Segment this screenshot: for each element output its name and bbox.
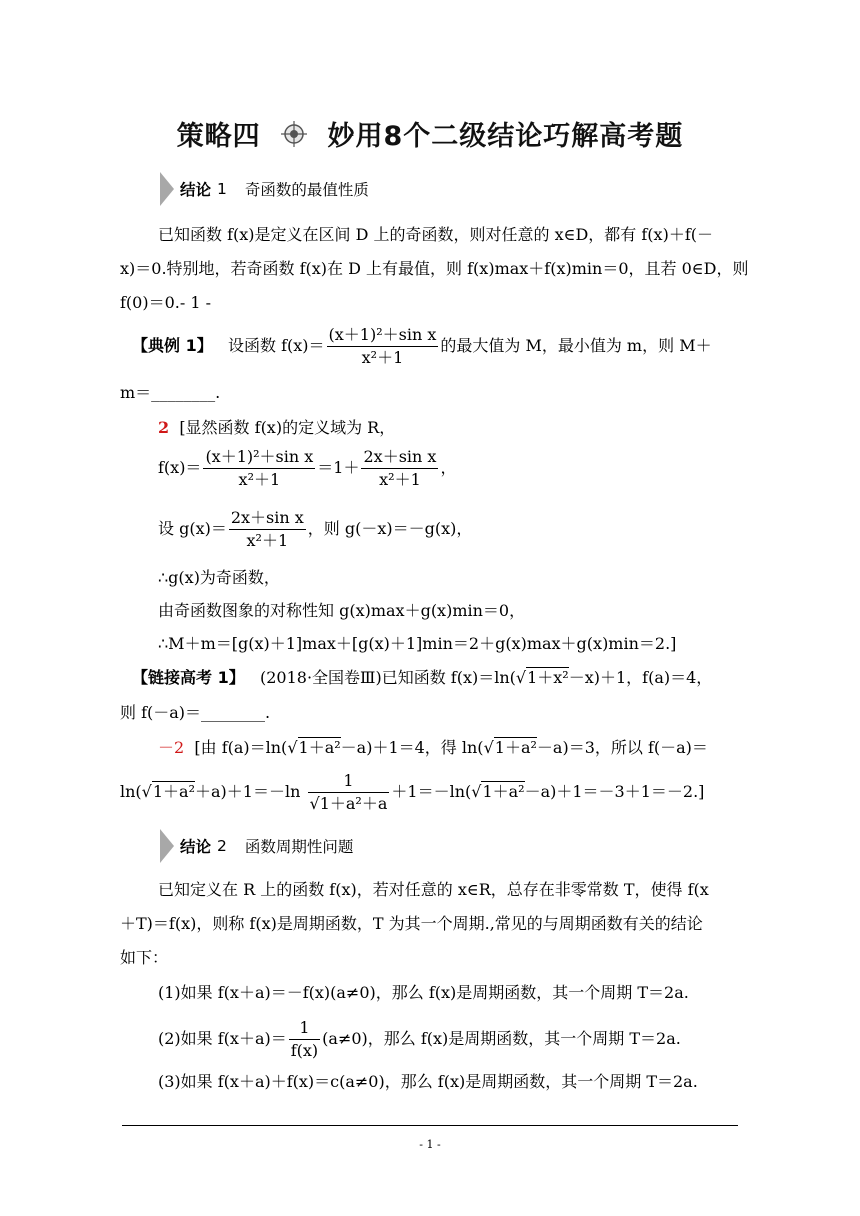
sqrt-icon: √ bbox=[309, 794, 320, 813]
solution-text: f(x)＝ bbox=[158, 458, 202, 477]
example-tag: 【典例 1】 bbox=[132, 336, 213, 355]
solution-text: －a)＋1＝4，得 ln( bbox=[340, 738, 484, 757]
list-item bbox=[158, 1017, 778, 1062]
title-strategy: 策略四 bbox=[176, 121, 261, 152]
fraction-denominator: x²＋1 bbox=[238, 470, 281, 489]
solution-text: ＋a)＋1＝－ln bbox=[195, 782, 301, 801]
link-answer-blank: 则 f(－a)＝________. bbox=[120, 703, 271, 722]
fraction-denominator: f(x) bbox=[290, 1041, 319, 1060]
link-tag: 【链接高考 1】 bbox=[132, 668, 245, 687]
sqrt-icon: √ bbox=[483, 738, 494, 757]
solution-text: ＝1＋ bbox=[317, 458, 360, 477]
body-text: f(0)＝0.- 1 - bbox=[120, 293, 212, 312]
solution-2-line bbox=[158, 738, 778, 758]
sqrt-icon: √ bbox=[141, 782, 152, 801]
answer-value: －2 bbox=[158, 738, 185, 757]
solution-text: [由 f(a)＝ln( bbox=[194, 738, 288, 757]
answer-value: 2 bbox=[158, 418, 170, 437]
footer-divider bbox=[122, 1125, 738, 1126]
body-text: 已知定义在 R 上的函数 f(x)，若对任意的 x∈R，总存在非零常数 T，使得 f(x bbox=[158, 880, 709, 899]
fraction-denominator: x²＋1 bbox=[246, 531, 289, 550]
crosshair-icon bbox=[281, 121, 307, 154]
page-title bbox=[0, 114, 860, 154]
solution-2-line bbox=[120, 770, 740, 815]
fraction bbox=[289, 1017, 320, 1062]
body-text: 如下： bbox=[120, 948, 169, 967]
sqrt-icon: √ bbox=[471, 782, 482, 801]
solution-1-line: ∴M＋m＝[g(x)＋1]max＋[g(x)＋1]min＝2＋g(x)max＋g(x)min＝2.] bbox=[158, 634, 677, 653]
sqrt-content: 1＋a² bbox=[494, 738, 537, 757]
example-1 bbox=[132, 324, 752, 369]
section-label: 结论 bbox=[180, 181, 212, 199]
solution-1-line: 由奇函数图象的对称性知 g(x)max＋g(x)min＝0， bbox=[158, 601, 526, 620]
sqrt-content: 1＋a² bbox=[152, 782, 196, 801]
fraction-denominator: x²＋1 bbox=[379, 470, 421, 489]
section-number: 2 bbox=[217, 837, 227, 855]
section-arrow-icon bbox=[160, 172, 174, 206]
sqrt-content: 1＋x² bbox=[527, 668, 569, 687]
example-answer-blank: m＝________. bbox=[120, 383, 221, 402]
fraction-denominator: x²＋1 bbox=[361, 348, 404, 367]
example-text: 设函数 f(x)＝ bbox=[227, 336, 325, 355]
link-text: －x)＋1，f(a)＝4， bbox=[568, 668, 713, 687]
fraction bbox=[229, 507, 306, 552]
section-title: 函数周期性问题 bbox=[244, 838, 354, 856]
solution-1-line bbox=[158, 446, 778, 491]
section-title: 奇函数的最值性质 bbox=[244, 181, 369, 199]
body-text: ＋T)＝f(x)，则称 f(x)是周期函数，T 为其一个周期.,常见的与周期函数有关的结论 bbox=[120, 914, 703, 933]
section-arrow-icon bbox=[160, 829, 174, 863]
fraction-numerator: (x＋1)²＋sin x bbox=[203, 446, 315, 469]
solution-text: [显然函数 f(x)的定义域为 R， bbox=[179, 418, 396, 437]
list-text: (a≠0)，那么 f(x)是周期函数，其一个周期 T＝2a. bbox=[322, 1029, 681, 1048]
link-text: (2018·全国卷Ⅲ)已知函数 f(x)＝ln( bbox=[259, 668, 516, 687]
solution-1-line: ∴g(x)为奇函数， bbox=[158, 568, 280, 587]
solution-text: －a)＝3，所以 f(－a)＝ bbox=[536, 738, 708, 757]
section-heading-1 bbox=[160, 172, 369, 206]
page-number: - 1 - bbox=[419, 1138, 441, 1151]
list-text: (2)如果 f(x＋a)＝ bbox=[158, 1029, 287, 1048]
link-exam-1 bbox=[132, 668, 752, 688]
solution-1-line bbox=[158, 507, 778, 552]
solution-text: －a)＋1＝－3＋1＝－2.] bbox=[524, 782, 705, 801]
fraction bbox=[203, 446, 315, 491]
fraction bbox=[308, 770, 390, 815]
section-label: 结论 bbox=[180, 838, 212, 856]
fraction-numerator: (x＋1)²＋sin x bbox=[327, 324, 439, 347]
section-number: 1 bbox=[217, 180, 227, 198]
fraction-numerator: 2x＋sin x bbox=[229, 507, 306, 530]
solution-text: ，则 g(－x)＝－g(x)， bbox=[307, 519, 473, 538]
solution-text: ， bbox=[440, 458, 457, 477]
solution-text: ln( bbox=[120, 782, 142, 801]
sqrt-content: 1＋a² bbox=[482, 782, 525, 801]
fraction bbox=[361, 446, 438, 491]
section-heading-2 bbox=[160, 829, 353, 863]
solution-1-line bbox=[158, 418, 778, 438]
sqrt-content: 1＋a²＋a bbox=[319, 794, 388, 813]
fraction-numerator: 2x＋sin x bbox=[361, 446, 438, 469]
body-text: 已知函数 f(x)是定义在区间 D 上的奇函数，则对任意的 x∈D，都有 f(x)＋f(－ bbox=[158, 225, 713, 244]
solution-text: ＋1＝－ln( bbox=[391, 782, 472, 801]
list-item: (1)如果 f(x＋a)＝－f(x)(a≠0)，那么 f(x)是周期函数，其一个周期 T＝2a. bbox=[158, 983, 689, 1002]
fraction-numerator: 1 bbox=[289, 1017, 320, 1040]
body-text: x)＝0.特别地，若奇函数 f(x)在 D 上有最值，则 f(x)max＋f(x)min＝0，且若 0∈D，则 bbox=[120, 259, 749, 278]
sqrt-icon: √ bbox=[287, 738, 298, 757]
solution-text: 设 g(x)＝ bbox=[158, 519, 227, 538]
sqrt-icon: √ bbox=[515, 668, 527, 687]
list-item: (3)如果 f(x＋a)＋f(x)＝c(a≠0)，那么 f(x)是周期函数，其一个周期 T＝2a. bbox=[158, 1072, 698, 1091]
example-text: 的最大值为 M，最小值为 m，则 M＋ bbox=[440, 336, 712, 355]
fraction-numerator: 1 bbox=[308, 770, 390, 793]
title-main: 妙用8个二级结论巧解高考题 bbox=[327, 121, 684, 152]
sqrt-content: 1＋a² bbox=[298, 738, 341, 757]
fraction bbox=[327, 324, 439, 369]
fraction-denominator bbox=[308, 793, 390, 815]
